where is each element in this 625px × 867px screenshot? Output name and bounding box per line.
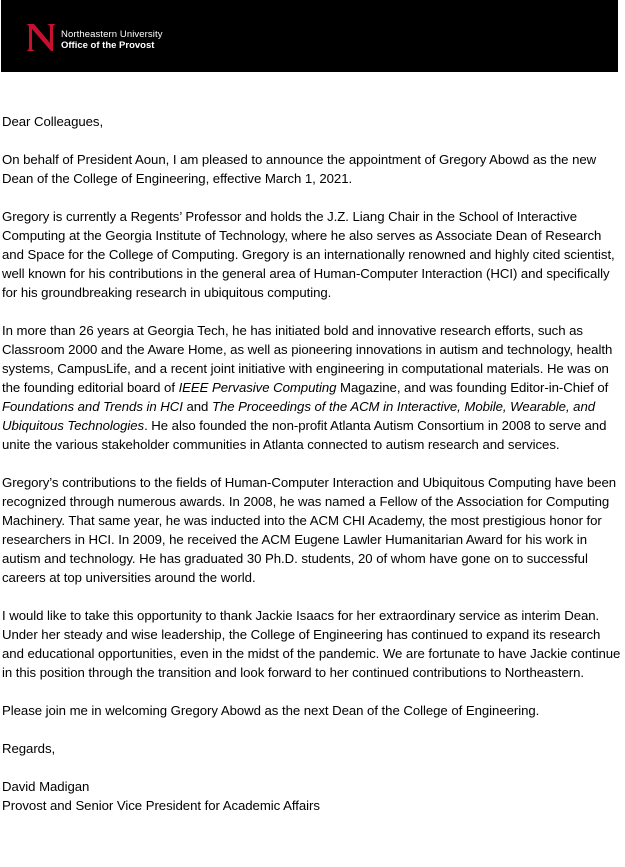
paragraph-welcome: Please join me in welcoming Gregory Abowd as the next Dean of the College of Engineering. [2,703,540,718]
letter-body [2,112,622,815]
paragraph-thanks: I would like to take this opportunity to thank Jackie Isaacs for her extraordinary service as interim Dean. Under her steady and wise leadership, the College of Engineering has continued to expand its research and educational opportunities, even in the midst of the pandemic. We are fortunate to have Jackie continue in this position through the transition and look forward to her continued contributions to Northeastern. [2,608,621,680]
p3-ieee-title: IEEE Pervasive Computing [178,380,337,395]
p3-text-g: . He also founded the non-profit Atlanta Autism Consortium in 2008 to serve and unite the various stakeholder communities in Atlanta connected to autism research and services. [2,418,607,452]
office-name: Office of the Provost [61,40,155,51]
paragraph-research [2,321,622,454]
salutation: Dear Colleagues, [2,114,104,129]
paragraph-announcement: On behalf of President Aoun, I am pleased to announce the appointment of Gregory Abowd as the new Dean of the College of Engineering, effective March 1, 2021. [2,152,597,186]
p3-proceedings-title: The Proceedings of the ACM in Interactive, Mobile, Wearable, and Ubiquitous Technologies [2,399,596,433]
signer-name: David Madigan [2,779,90,794]
p3-foundations-title: Foundations and Trends in HCI [2,399,183,414]
university-name: Northeastern University [61,29,163,40]
p3-text-a: In more than 26 years at Georgia Tech, he has initiated bold and innovative research efforts, such as Classroom 2000 and the Aware Home, as well as pioneering innovations in autism and technology, health systems, CampusLife, and a recent joint initiative with engineering in computational materials. He was on the founding editorial board of [2,323,613,395]
header-banner [1,0,618,72]
paragraph-current-role: Gregory is currently a Regents’ Professor and holds the J.Z. Liang Chair in the School of Interactive Computing at the Georgia Institute of Technology, where he also serves as Associate Dean of Research and Space for the College of Computing. Gregory is an internationally renowned and highly cited scientist, well known for his contributions in the general area of Human-Computer Interaction (HCI) and specifically for his groundbreaking research in ubiquitous computing. [2,209,615,300]
closing: Regards, [2,741,56,756]
northeastern-logo-icon [23,22,59,52]
p3-text-c: Magazine, and was founding Editor-in-Chief of [336,380,609,395]
paragraph-awards: Gregory’s contributions to the fields of Human-Computer Interaction and Ubiquitous Computing have been recognized through numerous awards. In 2008, he was named a Fellow of the Association for Computing Machinery. That same year, he was inducted into the ACM CHI Academy, the most prestigious honor for researchers in HCI. In 2009, he received the ACM Eugene Lawler Humanitarian Award for his work in autism and technology. He has graduated 30 Ph.D. students, 20 of whom have gone on to successful careers at top universities around the world. [2,475,617,585]
p3-text-e: and [182,399,212,414]
logo-wordmark [61,29,163,51]
signer-title: Provost and Senior Vice President for Academic Affairs [2,798,320,813]
